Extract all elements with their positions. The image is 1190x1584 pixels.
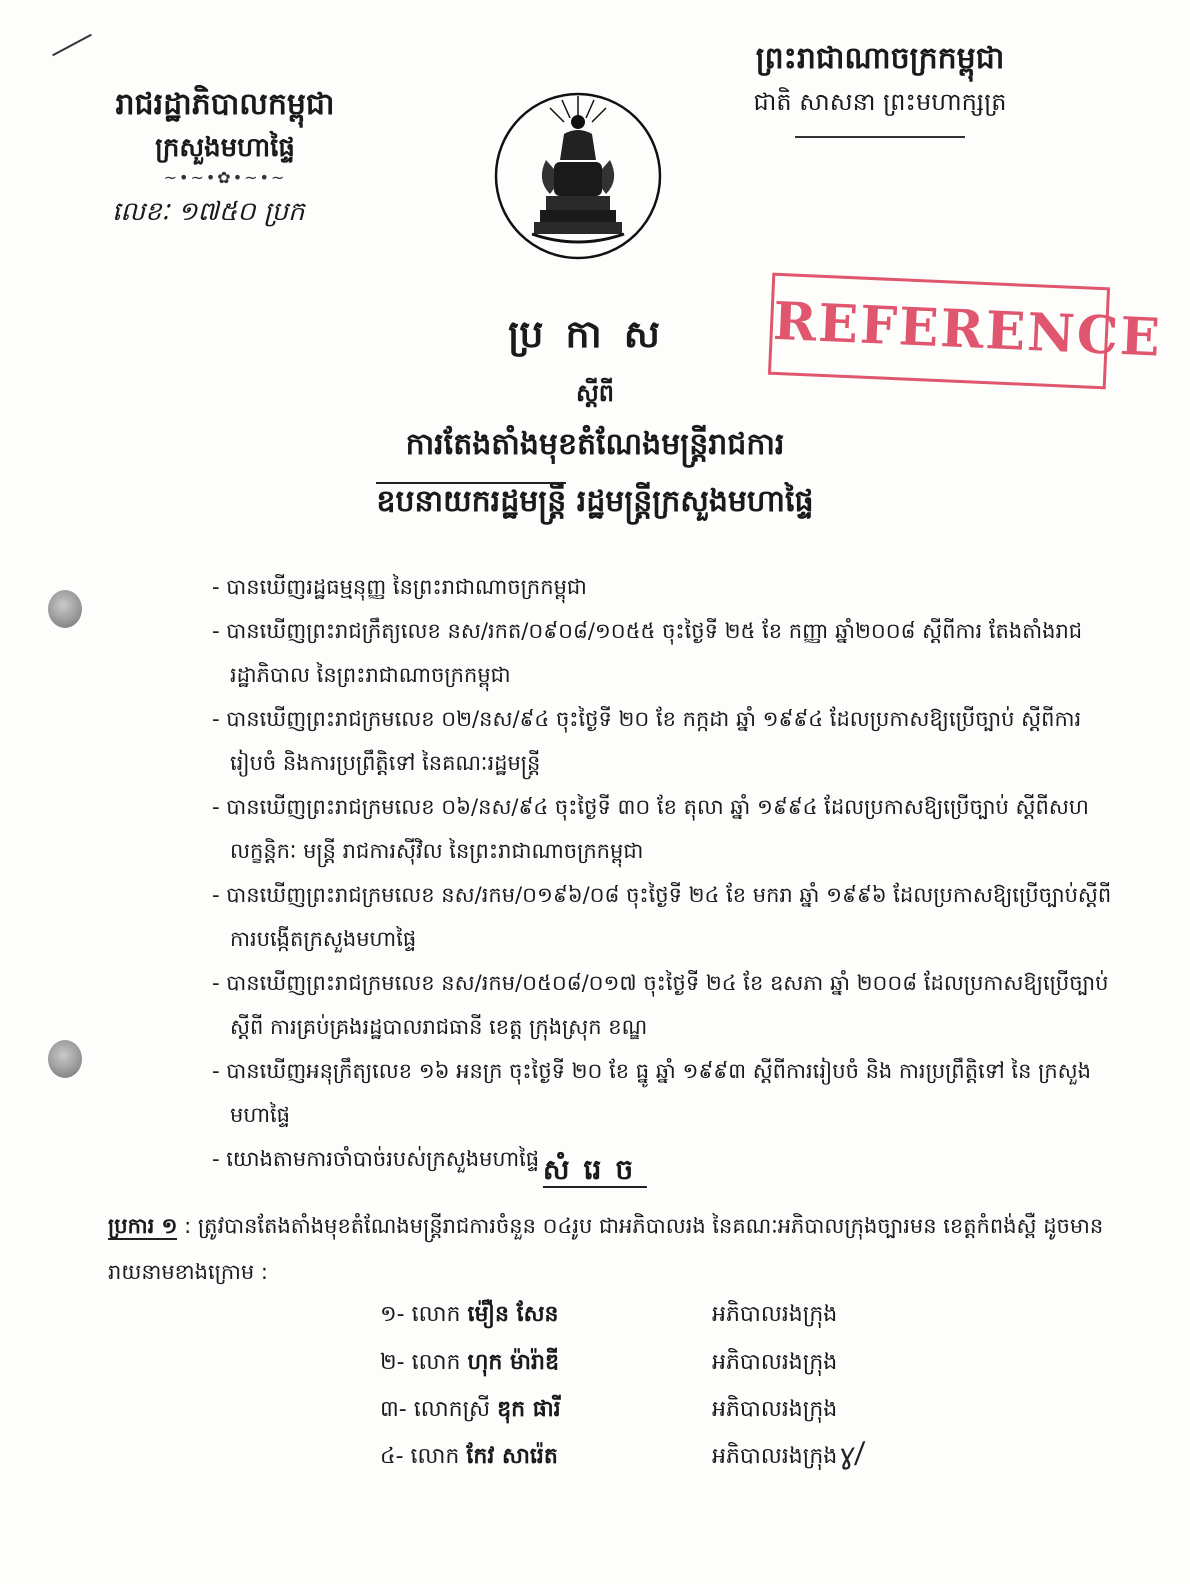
- considerations-list: [212, 565, 1112, 1181]
- consideration-item: - បានឃើញព្រះរាជក្រមលេខ ០២/នស/៩៤ ចុះថ្ងៃទី ២០ ខែ កក្កដា ឆ្នាំ ១៩៩៤ ដែលប្រកាសឱ្យប្រើច្បាប់ ស្តីពីការរៀបចំ និងការប្រព្រឹត្តិទៅ នៃគណៈរដ្ឋមន្ត្រី: [212, 697, 1112, 785]
- corner-pen-mark: [52, 34, 92, 56]
- appointee-role: អភិបាលរងក្រុង: [712, 1397, 838, 1422]
- appointee-title: លោក: [411, 1350, 461, 1375]
- consideration-item: - បានឃើញព្រះរាជក្រមលេខ នស/រកម/០៥០៨/០១៧ ចុះថ្ងៃទី ២៤ ខែ ឧសភា ឆ្នាំ ២០០៨ ដែលប្រកាសឱ្យប្រើច្បាប់ស្តីពី ការគ្រប់គ្រងរដ្ឋបាលរាជធានី ខេត្ត ក្រុងស្រុក ខណ្ឌ: [212, 961, 1112, 1049]
- royal-emblem-icon: [492, 90, 664, 266]
- motto-divider: [795, 136, 965, 138]
- consideration-item: - បានឃើញព្រះរាជក្រមលេខ ០៦/នស/៩៤ ចុះថ្ងៃទី ៣០ ខែ តុលា ឆ្នាំ ១៩៩៤ ដែលប្រកាសឱ្យប្រើច្បាប់ ស្តីពីសហលក្ខន្តិកៈ មន្ត្រី រាជការស៊ីវិល នៃព្រះរាជាណាចក្រកម្ពុជា: [212, 785, 1112, 873]
- issuer-title-a: ឧបនាយករដ្ឋមន្ត្រី: [376, 484, 567, 519]
- appointee-name: កែវ សារ៉េត: [466, 1444, 558, 1469]
- consideration-item: - បានឃើញព្រះរាជក្រឹត្យលេខ នស/រកត/០៩០៨/១០៥៥ ចុះថ្ងៃទី ២៥ ខែ កញ្ញា ឆ្នាំ២០០៨ ស្តីពីការ តែងតាំងរាជរដ្ឋាភិបាល នៃព្រះរាជាណាចក្រកម្ពុជា: [212, 609, 1112, 697]
- ministry-name: ក្រសួងមហាផ្ទៃ: [155, 133, 295, 163]
- appointee-name: ឌុក ផារី: [497, 1397, 561, 1422]
- kingdom-name: ព្រះរាជាណាចក្រកម្ពុជា: [755, 41, 1005, 76]
- appointee-number: ១-: [380, 1302, 405, 1327]
- decision-heading: [0, 1152, 1190, 1193]
- consideration-item: - យោងតាមការចាំបាច់របស់ក្រសួងមហាផ្ទៃ: [212, 1137, 1112, 1181]
- appointee-title: លោកស្រី: [413, 1397, 491, 1422]
- appointee-row: [380, 1348, 559, 1380]
- appointee-row: [380, 1442, 558, 1474]
- appointee-name: ម៉ឿន សែន: [467, 1302, 559, 1327]
- national-motto: ជាតិ សាសនា ព្រះមហាក្សត្រ: [753, 88, 1007, 116]
- appointee-number: ៣-: [380, 1397, 407, 1422]
- document-type: ប្រកាស: [508, 312, 682, 356]
- punch-hole-top: [48, 590, 82, 628]
- appointee-row: [380, 1300, 559, 1332]
- appointee-role: អភិបាលរងក្រុង: [712, 1350, 838, 1375]
- header-left: [90, 82, 360, 187]
- appointee-number: ២-: [380, 1350, 405, 1375]
- article-text: ត្រូវបានតែងតាំងមុខតំណែងមន្ត្រីរាជការចំនួន ០៤រូប ជាអភិបាលរង នៃគណៈអភិបាលក្រុងច្បារមន ខេត្តកំពង់ស្ពឺ ដូចមានរាយនាមខាងក្រោម :: [108, 1214, 1104, 1284]
- punch-hole-bottom: [48, 1040, 82, 1078]
- ornament-divider: ~•~•✿•~•~: [163, 168, 287, 187]
- consideration-item: - បានឃើញរដ្ឋធម្មនុញ្ញ នៃព្រះរាជាណាចក្រកម្ពុជា: [212, 565, 1112, 609]
- article-separator: :: [177, 1214, 198, 1238]
- appointee-name: ហុក ម៉ារ៉ាឌី: [467, 1350, 559, 1375]
- consideration-item: - បានឃើញអនុក្រឹត្យលេខ ១៦ អនក្រ ចុះថ្ងៃទី ២០ ខែ ធ្នូ ឆ្នាំ ១៩៩៣ ស្តីពីការរៀបចំ និង ការប្រព្រឹត្តិទៅ នៃ ក្រសួងមហាផ្ទៃ: [212, 1049, 1112, 1137]
- article-label: ប្រការ ១: [108, 1214, 178, 1238]
- document-subject-label: ស្តីពី: [575, 379, 615, 407]
- appointee-row: [380, 1395, 561, 1427]
- government-name: រាជរដ្ឋាភិបាលកម្ពុជា: [115, 87, 335, 122]
- appointee-role: អភិបាលរងក្រុង: [712, 1302, 838, 1327]
- article-1: [108, 1203, 1113, 1295]
- handwritten-initials: ɣ/: [836, 1435, 866, 1472]
- appointee-title: លោក: [410, 1444, 460, 1469]
- appointee-title: លោក: [411, 1302, 461, 1327]
- reference-stamp: REFERENCE: [768, 273, 1110, 390]
- appointee-role: អភិបាលរងក្រុង: [712, 1444, 838, 1469]
- issuer-title-b: រដ្ឋមន្ត្រីក្រសួងមហាផ្ទៃ: [566, 484, 814, 519]
- decision-heading-text: សំរេច: [542, 1153, 648, 1186]
- document-subject: ការតែងតាំងមុខតំណែងមន្ត្រីរាជការ: [405, 427, 785, 462]
- appointee-number: ៤-: [380, 1444, 404, 1469]
- header-right: [730, 36, 1030, 138]
- reference-number: លេខៈ ១៧៥០ ប្រក: [112, 197, 305, 227]
- issuing-authority: [0, 482, 1190, 526]
- consideration-item: - បានឃើញព្រះរាជក្រមលេខ នស/រកម/០១៩៦/០៨ ចុះថ្ងៃទី ២៤ ខែ មករា ឆ្នាំ ១៩៩៦ ដែលប្រកាសឱ្យប្រើច្បាប់ស្តីពី ការបង្កើតក្រសួងមហាផ្ទៃ: [212, 873, 1112, 961]
